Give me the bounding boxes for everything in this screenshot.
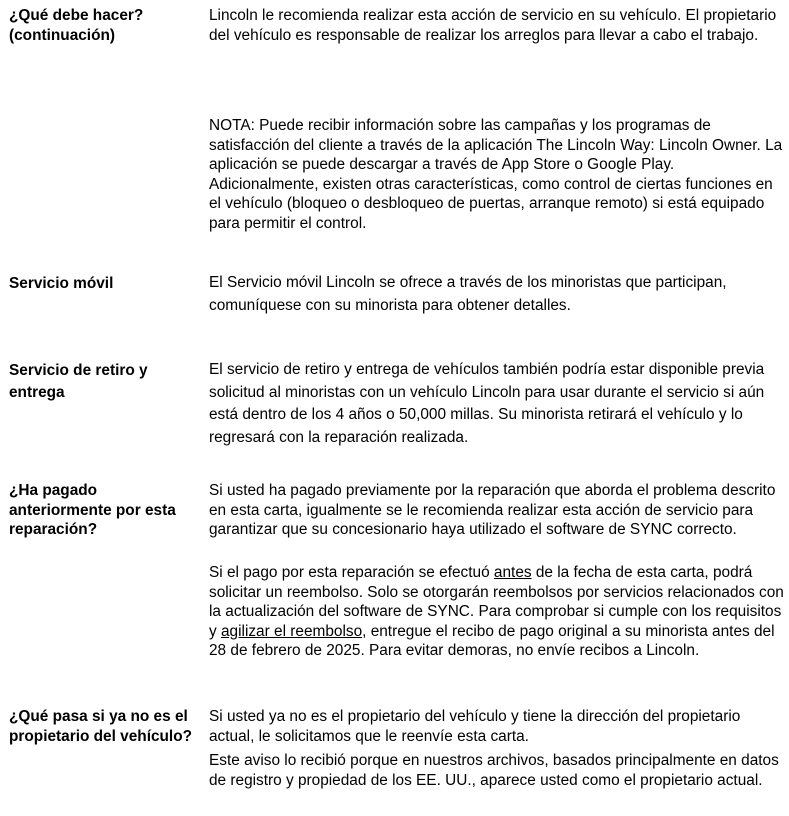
- paragraph-nota-aplicacion: NOTA: Puede recibir información sobre las campañas y los programas de satisfacción del cliente a través de la aplicación The Lincoln Way: Lincoln Owner. La aplicación se puede descargar a través de App Store o Google Play. Adicionalmente, existen otras características, como control de ciertas funciones en el vehículo (bloqueo o desbloqueo de puertas, arranque remoto) si está equipado para permitir el control.: [209, 117, 783, 232]
- reembolso-text-1: Si el pago por esta reparación se efectuó: [209, 564, 494, 581]
- paragraph-recomendacion: Lincoln le recomienda realizar esta acción de servicio en su vehículo. El propietario del vehículo es responsable de realizar los arreglos para llevar a cabo el trabajo.: [209, 7, 777, 44]
- paragraph-reembolso: [209, 563, 787, 661]
- section-label-ya-no-es-propietario: ¿Qué pasa si ya no es el propietario del vehículo?: [9, 708, 193, 745]
- underlined-agilizar-reembolso: agilizar el reembolso: [220, 622, 363, 640]
- section-label-servicio-movil: Servicio móvil: [9, 275, 114, 292]
- paragraph-retiro-entrega: El servicio de retiro y entrega de vehículos también podría estar disponible previa solicitud al minoristas con un vehículo Lincoln para usar durante el servicio si aún está dentro de los 4 años o 50,000 millas. Su minorista retirará el vehículo y lo regresará con la reparación realizada.: [209, 361, 765, 446]
- reembolso-text-3: , entregue el recibo de pago original a su minorista antes del 28 de febrero de 2025. Para evitar demoras, no envíe recibos a Lincoln.: [209, 622, 775, 659]
- section-label-que-debe-hacer: ¿Qué debe hacer? (continuación): [9, 7, 144, 44]
- section-label-ha-pagado: ¿Ha pagado anteriormente por esta reparación?: [9, 482, 176, 538]
- paragraph-reenviar-carta: Si usted ya no es el propietario del vehículo y tiene la dirección del propietario actual, le solicitamos que le reenvíe esta carta.: [209, 708, 741, 745]
- section-label-retiro-entrega: Servicio de retiro y entrega: [9, 362, 148, 401]
- paragraph-servicio-movil: El Servicio móvil Lincoln se ofrece a través de los minoristas que participan, comuníquese con su minorista para obtener detalles.: [209, 274, 727, 314]
- reembolso-text-2: de la fecha de esta carta, podrá solicitar un reembolso. Solo se otorgarán reembolsos por servicios relacionados con la actualización del software de SYNC. Para comprobar si cumple con los requisitos y: [209, 564, 784, 640]
- paragraph-aviso-registros: Este aviso lo recibió porque en nuestros archivos, basados principalmente en datos de registro y propiedad de los EE. UU., aparece usted como el propietario actual.: [209, 752, 779, 789]
- underlined-antes: antes: [493, 564, 532, 581]
- paragraph-pago-previo: Si usted ha pagado previamente por la reparación que aborda el problema descrito en esta carta, igualmente se le recomienda realizar esta acción de servicio para garantizar que su concesionario haya utilizado el software de SYNC correcto.: [209, 482, 776, 538]
